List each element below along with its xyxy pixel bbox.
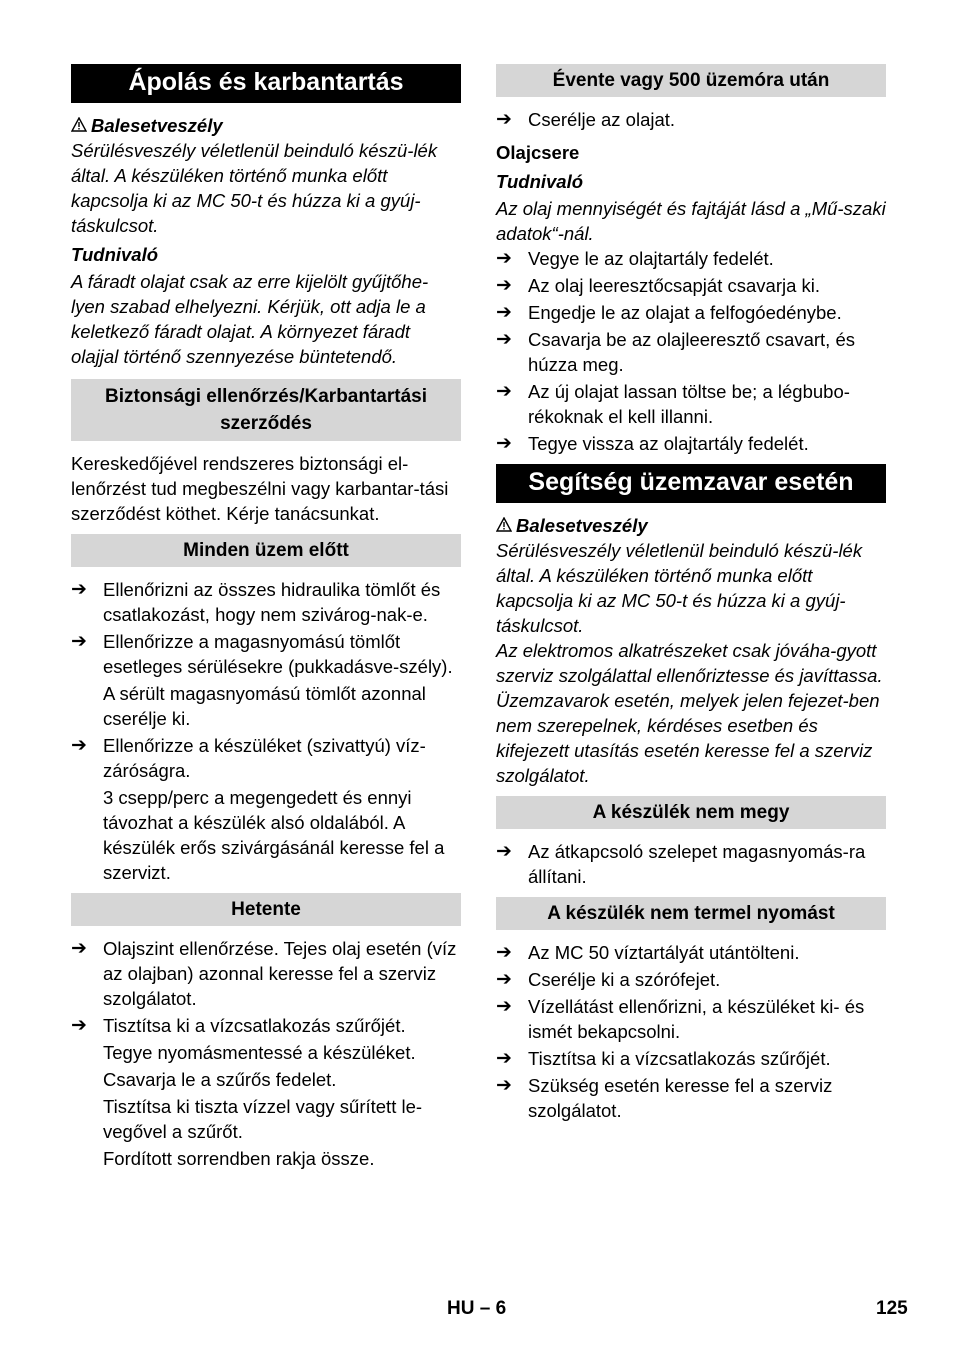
- list-item: ➔ Vízellátást ellenőrizni, a készüléket ki- és ismét bekapcsolni.: [496, 996, 865, 1042]
- oil-change-heading: Olajcsere: [496, 142, 580, 163]
- list-item: ➔ Az MC 50 víztartályát utántölteni.: [496, 942, 800, 963]
- warning-text: Sérülésveszély véletlenül beinduló készü-lék által. A készüléken történő munka előtt kapcsolja ki az MC 50-t és húzza ki a gyúj-táskulcsot.: [71, 140, 438, 236]
- arrow-right-icon: ➔: [71, 938, 87, 959]
- list-item-detail: Tisztítsa ki tiszta vízzel vagy sűrített le-vegővel a szűrőt.: [103, 1096, 423, 1142]
- list-item-detail: A sérült magasnyomású tömlőt azonnal cserélje ki.: [103, 683, 426, 729]
- warning-text: Sérülésveszély véletlenül beinduló készü-lék által. A készüléken történő munka előtt kapcsolja ki az MC 50-t és húzza ki a gyúj-táskulcsot.: [496, 540, 863, 636]
- list-item: ➔ Tisztítsa ki a vízcsatlakozás szűrőjét.: [496, 1048, 831, 1069]
- heading-before-use: Minden üzem előtt: [71, 534, 461, 567]
- no-pressure-list: [496, 940, 886, 1123]
- list-item: ➔ Cserélje az olajat.: [496, 109, 676, 130]
- note-heading: Tudnivaló: [71, 244, 159, 265]
- list-item: ➔ Cserélje ki a szórófejet.: [496, 969, 721, 990]
- list-item: ➔ Csavarja be az olajleeresztő csavart, és húzza meg.: [496, 329, 855, 375]
- safety-text: Kereskedőjével rendszeres biztonsági el-lenőrzést tud megbeszélni vagy karbantar-tási szerződést köthet. Kérje tanácsunkat.: [71, 453, 449, 524]
- list-item: ➔ Ellenőrizni az összes hidraulika tömlőt és csatlakozást, hogy nem szivárog-nak-e.: [71, 579, 441, 625]
- list-item: ➔ Tisztítsa ki a vízcsatlakozás szűrőjét.: [71, 1015, 406, 1036]
- warning-text: Üzemzavarok esetén, melyek jelen fejezet-ben nem szerepelnek, kérdéses esetben és kifejezett utasítás esetén keresse fel a szerviz szolgálatot.: [496, 690, 880, 786]
- oil-change-list: [496, 246, 886, 456]
- note-text: A fáradt olajat csak az erre kijelölt gyűjtőhe-lyen szabad elhelyezni. Kérjük, ott adja le a keletkező fáradt olajat. A környezet fáradt olajjal történő szennyezése büntetendő.: [71, 271, 429, 367]
- warning-heading-text: Balesetveszély: [516, 515, 648, 536]
- list-item: ➔ Engedje le az olajat a felfogóedénybe.: [496, 302, 842, 323]
- heading-safety-check: Biztonsági ellenőrzés/Karbantartási szerződés: [71, 379, 461, 441]
- arrow-right-icon: ➔: [496, 109, 512, 130]
- list-item: ➔ Tegye vissza az olajtartály fedelét.: [496, 433, 809, 454]
- arrow-right-icon: ➔: [71, 1015, 87, 1036]
- warning-triangle-icon: [496, 513, 516, 538]
- list-item-detail: 3 csepp/perc a megengedett és ennyi távozhat a készülék alsó oldalából. A készülék erős szivárgásánál keresse fel a szervizt.: [103, 787, 445, 883]
- section-title-troubleshooting: Segítség üzemzavar esetén: [496, 464, 886, 503]
- arrow-right-icon: ➔: [71, 631, 87, 652]
- warning-text: Az elektromos alkatrészeket csak jóváha-gyott szerviz szolgálattal ellenőriztesse és javíttassa.: [496, 640, 883, 686]
- section-title-care: Ápolás és karbantartás: [71, 64, 461, 103]
- list-item: ➔ Az átkapcsoló szelepet magasnyomás-ra állítani.: [496, 841, 866, 887]
- list-item: ➔ Ellenőrizze a magasnyomású tömlőt esetleges sérülésekre (pukkadásve-szély).: [71, 631, 453, 677]
- list-item-detail: Tegye nyomásmentessé a készüléket.: [103, 1042, 416, 1063]
- warning-heading: [496, 513, 886, 538]
- list-item: ➔ Vegye le az olajtartály fedelét.: [496, 248, 774, 269]
- arrow-right-icon: ➔: [496, 996, 512, 1017]
- arrow-right-icon: ➔: [496, 248, 512, 269]
- arrow-right-icon: ➔: [496, 942, 512, 963]
- right-column: [496, 64, 886, 1125]
- list-item-detail: Csavarja le a szűrős fedelet.: [103, 1069, 337, 1090]
- arrow-right-icon: ➔: [496, 302, 512, 323]
- warning-triangle-icon: [71, 113, 91, 138]
- list-item-detail: Fordított sorrendben rakja össze.: [103, 1148, 375, 1169]
- footer-language-page: HU – 6: [447, 1298, 507, 1319]
- arrow-right-icon: ➔: [496, 1048, 512, 1069]
- arrow-right-icon: ➔: [496, 381, 512, 402]
- note-text: Az olaj mennyiségét és fajtáját lásd a „Mű-szaki adatok“-nál.: [496, 198, 886, 244]
- arrow-right-icon: ➔: [496, 969, 512, 990]
- arrow-right-icon: ➔: [496, 1075, 512, 1096]
- footer-page-number: 125: [876, 1298, 908, 1319]
- warning-heading-text: Balesetveszély: [91, 115, 223, 136]
- heading-weekly: Hetente: [71, 893, 461, 926]
- heading-yearly: Évente vagy 500 üzemóra után: [496, 64, 886, 97]
- arrow-right-icon: ➔: [496, 275, 512, 296]
- list-item: ➔ Olajszint ellenőrzése. Tejes olaj esetén (víz az olajban) azonnal keresse fel a szerviz szolgálatot.: [71, 938, 457, 1009]
- before-use-list: [71, 577, 461, 885]
- heading-not-running: A készülék nem megy: [496, 796, 886, 829]
- heading-no-pressure: A készülék nem termel nyomást: [496, 897, 886, 930]
- arrow-right-icon: ➔: [71, 735, 87, 756]
- note-heading: Tudnivaló: [496, 171, 584, 192]
- list-item: ➔ Az új olajat lassan töltse be; a légbubo-rékoknak el kell illanni.: [496, 381, 850, 427]
- list-item: ➔ Ellenőrizze a készüléket (szivattyú) víz-záróságra.: [71, 735, 426, 781]
- warning-heading: [71, 113, 461, 138]
- arrow-right-icon: ➔: [496, 433, 512, 454]
- list-item: ➔ Szükség esetén keresse fel a szerviz szolgálatot.: [496, 1075, 833, 1121]
- weekly-list: [71, 936, 461, 1171]
- arrow-right-icon: ➔: [496, 841, 512, 862]
- left-column: [71, 64, 461, 1173]
- arrow-right-icon: ➔: [71, 579, 87, 600]
- list-item: ➔ Az olaj leeresztőcsapját csavarja ki.: [496, 275, 821, 296]
- arrow-right-icon: ➔: [496, 329, 512, 350]
